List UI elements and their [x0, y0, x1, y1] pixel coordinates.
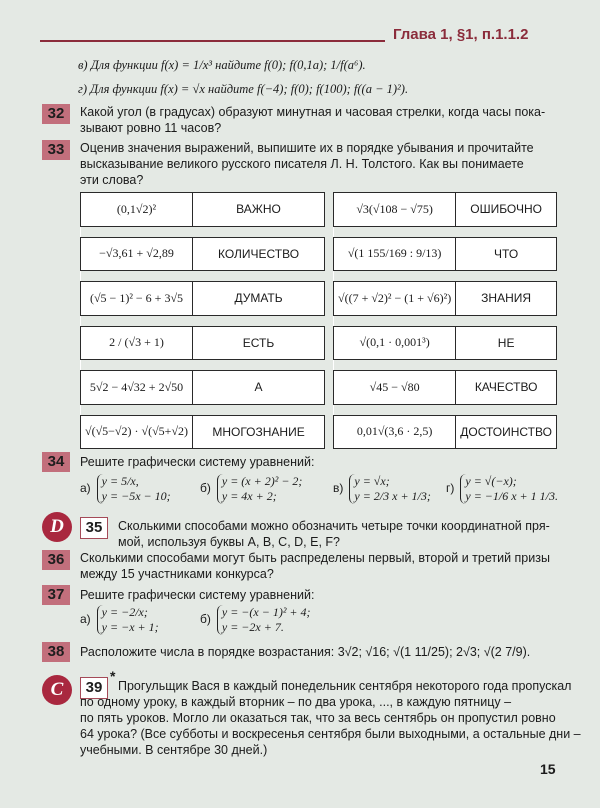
task-number-37: 37	[42, 585, 70, 605]
word-table-left	[80, 192, 325, 449]
equation: y = −1/6 x + 1 1/3.	[465, 489, 558, 503]
expression-cell: √((7 + √2)² − (1 + √6)²)	[334, 282, 456, 316]
word-cell: КАЧЕСТВО	[456, 371, 557, 405]
expression-cell: √(0,1 · 0,001³)	[334, 326, 456, 360]
chapter-header: Глава 1, §1, п.1.1.2	[393, 26, 529, 43]
equation: y = −(x − 1)² + 4;	[221, 605, 311, 619]
task-number-33: 33	[42, 140, 70, 160]
equation: y = (x + 2)² − 2;	[221, 474, 303, 488]
table-row	[334, 371, 557, 405]
expression-cell: √(1 155/169 : 9/13)	[334, 237, 456, 271]
expression-cell: 2 / (√3 + 1)	[81, 326, 193, 360]
task-33-line2: высказывание великого русского писателя Л. Н. Толстого. Как вы понимаете	[80, 157, 524, 171]
expression-cell: 5√2 − 4√32 + 2√50	[81, 371, 193, 405]
word-cell: ЕСТЬ	[193, 326, 325, 360]
expression-cell: 0,01√(3,6 · 2,5)	[334, 415, 456, 449]
difficulty-badge-d: D	[42, 512, 72, 542]
system-37b	[200, 605, 311, 635]
expression-cell: √45 − √80	[334, 371, 456, 405]
task-39-line4: 64 урока? (Все субботы и воскресенья сентября были выходными, а остальные дни –	[80, 727, 581, 741]
equation: y = √(−x);	[465, 474, 517, 488]
task-39-line1: Прогульщик Вася в каждый понедельник сентября некоторого года пропускал	[118, 679, 572, 693]
task-37-text: Решите графически систему уравнений:	[80, 588, 315, 602]
system-label: г)	[446, 480, 455, 495]
task-32-line1: Какой угол (в градусах) образуют минутная и часовая стрелки, когда часы пока-	[80, 105, 546, 119]
task-number-36: 36	[42, 550, 70, 570]
word-cell: ЧТО	[456, 237, 557, 271]
system-34a	[80, 474, 171, 504]
task-35-line2: мой, используя буквы A, B, C, D, E, F?	[118, 535, 340, 549]
task-35-line1: Сколькими способами можно обозначить четыре точки координатной пря-	[118, 519, 550, 533]
word-cell: ВАЖНО	[193, 193, 325, 227]
expression-cell: √3(√108 − √75)	[334, 193, 456, 227]
task-36-line1: Сколькими способами могут быть распределены первый, второй и третий призы	[80, 551, 550, 565]
table-row	[81, 282, 325, 316]
header-rule	[40, 40, 385, 42]
star-mark: *	[110, 668, 116, 684]
task-36-text	[80, 550, 550, 582]
equation: y = 4x + 2;	[221, 489, 277, 503]
task-33-line3: эти слова?	[80, 173, 144, 187]
task-38-text: Расположите числа в порядке возрастания: 3√2; √16; √(1 11/25); 2√3; √(2 7/9).	[80, 645, 531, 659]
word-cell: НЕ	[456, 326, 557, 360]
task-number-34: 34	[42, 452, 70, 472]
difficulty-badge-c: C	[42, 675, 72, 705]
word-cell: А	[193, 371, 325, 405]
expression-cell: √(√5−√2) · √(√5+√2)	[81, 415, 193, 449]
word-cell: ОШИБОЧНО	[456, 193, 557, 227]
table-row	[334, 326, 557, 360]
table-row	[334, 193, 557, 227]
equation: y = √x;	[354, 474, 390, 488]
system-34b	[200, 474, 302, 504]
system-37a	[80, 605, 159, 635]
word-cell: ЗНАНИЯ	[456, 282, 557, 316]
system-label: б)	[200, 480, 211, 495]
system-label: а)	[80, 480, 91, 495]
expression-cell: (0,1√2)²	[81, 193, 193, 227]
table-row	[81, 415, 325, 449]
task-number-32: 32	[42, 104, 70, 124]
equation: y = 2/3 x + 1/3;	[354, 489, 431, 503]
table-row	[81, 193, 325, 227]
word-cell: ДОСТОИНСТВО	[456, 415, 557, 449]
word-cell: ДУМАТЬ	[193, 282, 325, 316]
task-36-line2: между 15 участниками конкурса?	[80, 567, 274, 581]
task-33-line1: Оценив значения выражений, выпишите их в порядке убывания и прочитайте	[80, 141, 534, 155]
table-row	[81, 326, 325, 360]
table-row	[334, 282, 557, 316]
system-34v	[333, 474, 431, 504]
task-number-39: 39	[80, 677, 108, 699]
word-cell: МНОГОЗНАНИЕ	[193, 415, 325, 449]
task-number-35: 35	[80, 517, 108, 539]
equation: y = −2/x;	[101, 605, 148, 619]
task-39-line5: учебными. В сентябре 30 дней.)	[80, 743, 268, 757]
intro-line-g: г) Для функции f(x) = √x найдите f(−4); f(0); f(100); f((a − 1)²).	[78, 82, 409, 96]
task-39-line2: по одному уроку, в каждый вторник – по два урока, ..., в каждую пятницу –	[80, 695, 512, 709]
equation: y = −2x + 7.	[221, 620, 284, 634]
system-label: в)	[333, 480, 344, 495]
table-row	[334, 415, 557, 449]
word-table-right	[333, 192, 557, 449]
equation: y = 5/x,	[101, 474, 139, 488]
task-number-38: 38	[42, 642, 70, 662]
table-row	[334, 237, 557, 271]
table-row	[81, 371, 325, 405]
task-39-line3: по пять уроков. Могло ли оказаться так, что за весь сентябрь он пропустил ровно	[80, 711, 556, 725]
system-label: б)	[200, 611, 211, 626]
word-cell: КОЛИЧЕСТВО	[193, 237, 325, 271]
expression-cell: (√5 − 1)² − 6 + 3√5	[81, 282, 193, 316]
task-32-line2: зывают ровно 11 часов?	[80, 121, 222, 135]
intro-line-v: в) Для функции f(x) = 1/x³ найдите f(0); f(0,1a); 1/f(a⁶).	[78, 58, 366, 72]
equation: y = −5x − 10;	[101, 489, 171, 503]
equation: y = −x + 1;	[101, 620, 159, 634]
task-32-text	[80, 104, 545, 136]
page-number: 15	[540, 761, 556, 777]
system-label: а)	[80, 611, 91, 626]
system-34g	[446, 474, 558, 504]
task-35-text	[118, 518, 550, 550]
task-39-rest	[80, 694, 581, 758]
task-34-text: Решите графически систему уравнений:	[80, 455, 315, 469]
expression-cell: −√3,61 + √2,89	[81, 237, 193, 271]
task-33-text	[80, 140, 534, 188]
table-row	[81, 237, 325, 271]
